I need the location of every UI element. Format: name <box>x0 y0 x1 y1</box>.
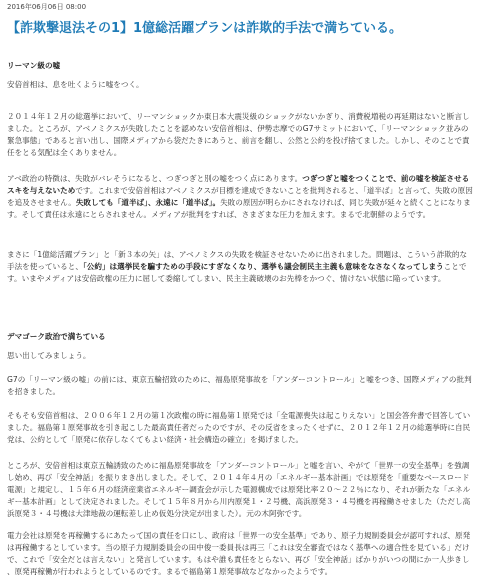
paragraph-text: 思い出してみましょう。 <box>7 351 91 360</box>
article-paragraph <box>7 350 473 362</box>
paragraph-text: 安倍首相は、息を吐くように嘘をつく。 <box>7 80 144 89</box>
article-paragraph <box>7 374 473 398</box>
emphasized-text: 失敗しても「道半ば」、永遠に「道半ば」。 <box>75 198 221 207</box>
article-paragraph <box>7 249 473 297</box>
article-date: 2016年06月06日 08:00 <box>7 3 87 11</box>
paragraph-text: です。これまで安倍首相はアベノミクスが目標を達成できないことを批判されると、「道半ば」と言って、失敗の原因を追及させません。 <box>7 186 473 207</box>
paragraph-text: G7の「リーマン級の嘘」の前には、東京五輪招致のために、福島原発事故を「アンダーコントロール」と嘘をつき、国際メディアの批判を招きました。 <box>7 375 472 396</box>
article-paragraph <box>7 530 473 578</box>
paragraph-text: まさに「1億総活躍プラン」と「新３本の矢」は、アベノミクスの失敗を検証させないために出されました。問題は、こういう詐欺的な手法を使っていると、 <box>7 250 468 271</box>
paragraph-text: ２０１４年１２月の総選挙において、リーマンショックか東日本大震災級のショックがないかぎり、消費税増税の再延期はないと断言しました。ところが、アベノミクスが失敗したことを認めない安倍首相は、伊勢志摩でのG7サミットにおいて、「リーマンショック並みの緊急事態」であると言い出し、国際メディアから袋だたきにあうと、前言を翻し、公然と公約を投げ捨てました。しかし、そのことで責任をとる気配は全くありません。 <box>7 112 470 157</box>
paragraph-text: そもそも安倍首相は、２００６年１２月の第１次政権の時に福島第１原発では「全電源喪失は起こりえない」と国会答弁書で回答していました。福島第１原発事故を引き起こした最高責任者だったのですが、その反省をまったくせずに、２０１２年１２月の総選挙時に自民党は、公約として「原発に依存しなくてもよい経済・社会構造の確立」を掲げました。 <box>7 411 471 444</box>
section-heading: デマゴーク政治で満ちている <box>7 332 106 341</box>
paragraph-text: 電力会社は原発を再稼働するにあたって国の責任を口にし、政府は「世界一の安全基準」であり、原子力規制委員会が認可すれば、原発は再稼働するとしています。当の原子力規制委員会の田中俊一委員長は再三「これは安全審査ではなく基準への適合性を見ている」だけで、これで「安全だとは言えない」と発言しています。もはや誰も責任をとらない、再び「安全神話」ばかりがいつの間にか一人歩きし、原発再稼働が行われようとしているのです。まるで福島第１原発事故などなかったようです。 <box>7 531 471 576</box>
paragraph-text: 失敗の原因が明らかにされなければ、同じ失敗が延々と続くことになります。そして責任は永遠にとらされません。メディアが批判をすれば、さまざまな圧力を加えます。まるで北朝鮮のようです。 <box>7 198 471 219</box>
article-paragraph <box>7 460 473 520</box>
paragraph-text: ところが、安倍首相は東京五輪誘致のために福島原発事故を「アンダーコントロール」と嘘を言い、やがて「世界一の安全基準」を強調し始め、再び「安全神話」を振りまき出しました。そして、２０１４年４月の「エネルギー基本計画」では原発を「重要なベースロード電源」と規定し、１５年６月の経済産業省エネルギー調査会が示した電源構成では原発比率２０～２２％になり、それが新たな「エネルギー基本計画」として決定されました。そして１５年８月から川内原発１・２号機、高浜原発３・４号機を再稼働させました（ただし高浜原発３・４号機は大津地裁の運転差し止め仮処分決定が出ました）。元の木阿弥です。 <box>7 461 471 518</box>
emphasized-text: つぎつぎと嘘をつくことで、前の嘘を検証させるスキを与えないため <box>7 174 470 195</box>
paragraph-text: ことです。いまやメディアは安倍政権の圧力に屈して委縮してしまい、民主主義破壊のお先棒をかつぐ、情けない状態に陥っています。 <box>7 262 467 283</box>
article-paragraph <box>7 410 473 446</box>
paragraph-text: アベ政治の特徴は、失敗がバレそうになると、つぎつぎと別の嘘をつく点にあります。 <box>7 174 303 183</box>
section-heading: リーマン級の嘘 <box>7 61 61 70</box>
article-paragraph <box>7 79 473 91</box>
emphasized-text: 「公約」は選挙民を騙すための手段にすぎなくなり、選挙も議会制民主主義も意味をなさなくなってしまう <box>82 262 444 271</box>
article-title: 【詐欺撃退法その1】1億総活躍プランは詐欺的手法で満ちている。 <box>7 21 402 36</box>
article-paragraph <box>7 111 473 159</box>
article-paragraph <box>7 173 473 221</box>
